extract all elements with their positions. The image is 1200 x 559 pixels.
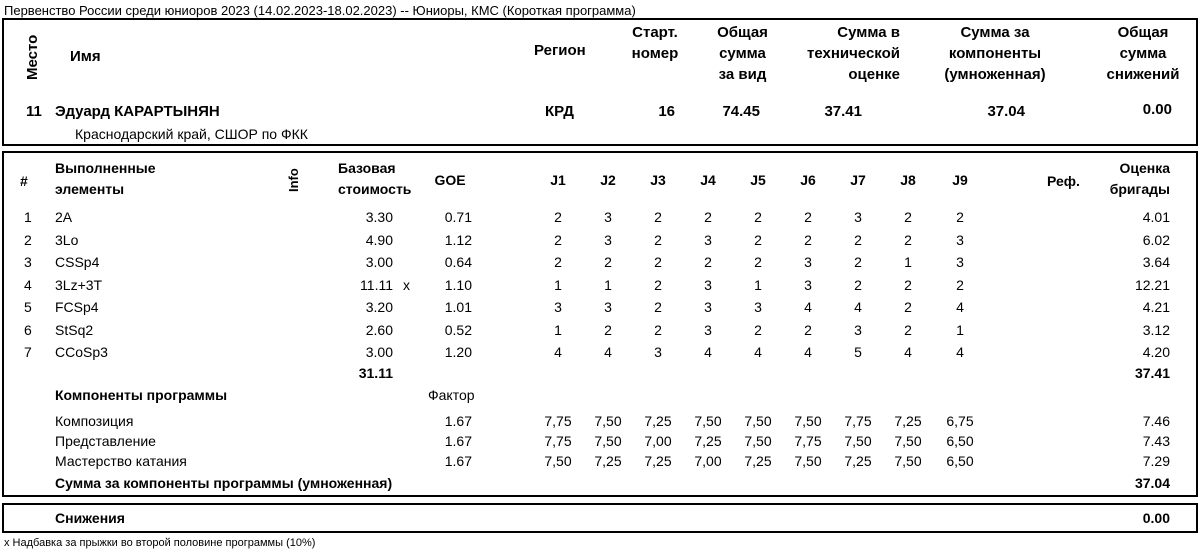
header-pcs-line2: компоненты	[948, 45, 1042, 62]
header-tes-line3: оценке	[848, 66, 900, 83]
component-judge-score: 7,50	[794, 453, 822, 469]
component-judge-score: 7,50	[894, 433, 922, 449]
component-judge-score: 6,50	[946, 433, 974, 449]
header-start-line1: Старт.	[632, 24, 678, 41]
header-place: Место	[24, 34, 41, 80]
element-goe: 1.20	[444, 344, 472, 360]
element-panel-score: 6.02	[1142, 232, 1170, 248]
header-ded-line3: снижений	[1106, 66, 1180, 83]
component-judge-score: 7,50	[744, 413, 772, 429]
element-judge-score: 4	[754, 344, 762, 360]
element-judge-score: 2	[554, 209, 562, 225]
judge-header: J1	[550, 172, 566, 188]
component-judge-score: 7,25	[594, 453, 622, 469]
element-base: 3.20	[365, 299, 393, 315]
element-judge-score: 1	[956, 322, 964, 338]
component-score: 7.43	[1142, 433, 1170, 449]
component-judge-score: 6,75	[946, 413, 974, 429]
element-name: 3Lz+3T	[55, 277, 103, 293]
element-judge-score: 2	[554, 254, 562, 270]
element-judge-score: 3	[604, 232, 612, 248]
elements-header-elem-line2: элементы	[55, 181, 125, 197]
element-judge-score: 3	[754, 299, 762, 315]
element-judge-score: 3	[854, 209, 862, 225]
element-judge-score: 2	[854, 232, 862, 248]
component-name: Мастерство катания	[55, 453, 187, 469]
component-judge-score: 7,50	[594, 433, 622, 449]
element-panel-score: 4.21	[1142, 299, 1170, 315]
component-factor: 1.67	[444, 453, 472, 469]
elements-header-ref: Реф.	[1047, 173, 1080, 189]
header-tes-line2: технической	[806, 45, 900, 62]
element-judge-score: 2	[854, 254, 862, 270]
component-judge-score: 7,75	[544, 433, 572, 449]
element-judge-score: 2	[854, 277, 862, 293]
element-judge-score: 3	[804, 277, 812, 293]
header-region: Регион	[534, 42, 586, 59]
element-judge-score: 2	[956, 277, 964, 293]
deductions-value: 0.00	[1142, 510, 1170, 526]
element-num: 6	[24, 322, 32, 338]
element-num: 3	[24, 254, 32, 270]
tes-total: 37.41	[1134, 365, 1170, 381]
skater-name: Эдуард КАРАРТЫНЯН	[55, 103, 220, 120]
element-judge-score: 3	[704, 299, 712, 315]
element-goe: 0.52	[444, 322, 472, 338]
element-judge-score: 1	[554, 322, 562, 338]
element-base: 3.00	[365, 254, 393, 270]
element-judge-score: 2	[654, 299, 662, 315]
element-base: 3.00	[365, 344, 393, 360]
element-judge-score: 2	[654, 232, 662, 248]
element-goe: 0.71	[444, 209, 472, 225]
component-judge-score: 7,25	[694, 433, 722, 449]
element-judge-score: 4	[554, 344, 562, 360]
skater-club: Краснодарский край, СШОР по ФКК	[75, 126, 308, 142]
element-judge-score: 2	[904, 277, 912, 293]
component-name: Композиция	[55, 413, 134, 429]
element-base: 2.60	[365, 322, 393, 338]
element-judge-score: 3	[956, 254, 964, 270]
element-judge-score: 2	[904, 232, 912, 248]
elements-header-base	[338, 158, 411, 200]
element-judge-score: 2	[654, 254, 662, 270]
component-factor: 1.67	[444, 433, 472, 449]
header-total-line2: сумма	[719, 45, 766, 62]
element-judge-score: 5	[854, 344, 862, 360]
elements-header-elem-line1: Выполненные	[55, 160, 156, 176]
element-judge-score: 3	[604, 209, 612, 225]
elements-header-base-line2: стоимость	[338, 181, 412, 197]
header-total-line1: Общая	[717, 24, 768, 41]
element-goe: 1.01	[444, 299, 472, 315]
components-sum-value: 37.04	[1134, 475, 1170, 491]
elements-header-elem	[55, 158, 156, 200]
component-judge-score: 7,75	[844, 413, 872, 429]
page-title: Первенство России среди юниоров 2023 (14.02.2023-18.02.2023) -- Юниоры, КМС (Короткая программа)	[4, 3, 636, 18]
element-num: 5	[24, 299, 32, 315]
element-judge-score: 2	[754, 209, 762, 225]
deductions-box	[2, 503, 1198, 533]
judge-header: J4	[700, 172, 716, 188]
elements-header-goe: GOE	[434, 172, 466, 188]
element-judge-score: 3	[654, 344, 662, 360]
element-judge-score: 4	[956, 299, 964, 315]
element-judge-score: 1	[904, 254, 912, 270]
skater-total: 74.45	[722, 103, 760, 120]
factor-label: Фактор	[428, 387, 475, 403]
element-judge-score: 2	[654, 277, 662, 293]
judge-header: J5	[750, 172, 766, 188]
element-judge-score: 3	[604, 299, 612, 315]
element-judge-score: 3	[854, 322, 862, 338]
component-judge-score: 7,25	[894, 413, 922, 429]
element-judge-score: 2	[704, 209, 712, 225]
element-base: 11.11	[360, 277, 393, 293]
header-start	[610, 22, 700, 64]
judge-header: J6	[800, 172, 816, 188]
skater-start-no: 16	[658, 103, 675, 120]
element-judge-score: 2	[554, 232, 562, 248]
footnote: x Надбавка за прыжки во второй половине программы (10%)	[4, 537, 316, 549]
judge-header: J2	[600, 172, 616, 188]
skater-place: 11	[26, 103, 42, 120]
element-judge-score: 4	[904, 344, 912, 360]
element-name: FCSp4	[55, 299, 99, 315]
element-name: 2A	[55, 209, 73, 225]
components-label: Компоненты программы	[55, 387, 228, 403]
component-judge-score: 7,50	[794, 413, 822, 429]
skater-region: КРД	[545, 103, 574, 120]
element-judge-score: 2	[604, 254, 612, 270]
element-judge-score: 4	[956, 344, 964, 360]
elements-header-num: #	[20, 173, 28, 189]
element-judge-score: 2	[904, 322, 912, 338]
element-judge-score: 2	[604, 322, 612, 338]
element-name: StSq2	[55, 322, 94, 338]
element-num: 7	[24, 344, 32, 360]
component-name: Представление	[55, 433, 156, 449]
judge-header: J3	[650, 172, 666, 188]
component-judge-score: 7,25	[844, 453, 872, 469]
components-sum-label: Сумма за компоненты программы (умноженная)	[55, 475, 393, 491]
element-info: x	[403, 277, 410, 293]
element-panel-score: 4.01	[1142, 209, 1170, 225]
component-judge-score: 7,50	[894, 453, 922, 469]
element-judge-score: 2	[754, 322, 762, 338]
element-judge-score: 2	[804, 209, 812, 225]
element-panel-score: 4.20	[1142, 344, 1170, 360]
element-base: 4.90	[365, 232, 393, 248]
judge-header: J7	[850, 172, 866, 188]
element-judge-score: 3	[956, 232, 964, 248]
element-judge-score: 1	[604, 277, 612, 293]
element-judge-score: 3	[554, 299, 562, 315]
component-factor: 1.67	[444, 413, 472, 429]
element-judge-score: 2	[754, 232, 762, 248]
element-judge-score: 2	[654, 209, 662, 225]
element-name: CCoSp3	[55, 344, 108, 360]
elements-header-panel-line2: бригады	[1109, 181, 1170, 197]
header-pcs-line1: Сумма за	[960, 24, 1030, 41]
element-judge-score: 2	[754, 254, 762, 270]
component-judge-score: 7,25	[744, 453, 772, 469]
component-judge-score: 7,50	[594, 413, 622, 429]
element-num: 2	[24, 232, 32, 248]
element-judge-score: 3	[804, 254, 812, 270]
component-judge-score: 7,50	[694, 413, 722, 429]
element-name: CSSp4	[55, 254, 100, 270]
component-score: 7.46	[1142, 413, 1170, 429]
component-judge-score: 7,25	[644, 413, 672, 429]
header-start-line2: номер	[631, 45, 679, 62]
skater-pcs: 37.04	[987, 103, 1025, 120]
element-judge-score: 3	[704, 277, 712, 293]
elements-header-panel	[1100, 158, 1170, 200]
header-name: Имя	[70, 48, 101, 65]
element-panel-score: 3.64	[1142, 254, 1170, 270]
component-judge-score: 7,75	[794, 433, 822, 449]
element-num: 4	[24, 277, 32, 293]
element-judge-score: 2	[956, 209, 964, 225]
base-total: 31.11	[358, 365, 393, 381]
element-judge-score: 2	[904, 209, 912, 225]
header-deductions	[1098, 22, 1188, 85]
judge-header: J8	[900, 172, 916, 188]
header-ded-line1: Общая	[1117, 24, 1169, 41]
header-tes-line1: Сумма в	[837, 24, 900, 41]
component-score: 7.29	[1142, 453, 1170, 469]
skater-tes: 37.41	[824, 103, 862, 120]
element-judge-score: 4	[804, 299, 812, 315]
element-name: 3Lo	[55, 232, 79, 248]
element-judge-score: 1	[754, 277, 762, 293]
judge-header: J9	[952, 172, 968, 188]
component-judge-score: 7,50	[744, 433, 772, 449]
element-judge-score: 4	[704, 344, 712, 360]
component-judge-score: 7,50	[844, 433, 872, 449]
header-total-line3: за вид	[718, 66, 767, 83]
header-ded-line2: сумма	[1119, 45, 1167, 62]
skater-deductions: 0.00	[1142, 101, 1172, 118]
element-panel-score: 12.21	[1134, 277, 1170, 293]
element-judge-score: 3	[704, 322, 712, 338]
element-goe: 0.64	[444, 254, 472, 270]
component-judge-score: 7,75	[544, 413, 572, 429]
component-judge-score: 7,00	[694, 453, 722, 469]
elements-header-info: Info	[286, 168, 301, 192]
header-pcs-line3: (умноженная)	[944, 66, 1046, 83]
element-judge-score: 4	[804, 344, 812, 360]
header-tes	[760, 22, 900, 85]
element-num: 1	[24, 209, 32, 225]
element-judge-score: 2	[804, 232, 812, 248]
element-judge-score: 2	[704, 254, 712, 270]
element-judge-score: 2	[904, 299, 912, 315]
elements-header-base-line1: Базовая	[338, 160, 396, 176]
component-judge-score: 7,00	[644, 433, 672, 449]
component-judge-score: 6,50	[946, 453, 974, 469]
component-judge-score: 7,25	[644, 453, 672, 469]
element-judge-score: 2	[654, 322, 662, 338]
element-judge-score: 3	[704, 232, 712, 248]
element-base: 3.30	[365, 209, 393, 225]
header-pcs	[925, 22, 1065, 85]
element-judge-score: 1	[554, 277, 562, 293]
elements-header-panel-line1: Оценка	[1119, 160, 1170, 176]
element-judge-score: 2	[804, 322, 812, 338]
element-goe: 1.12	[444, 232, 472, 248]
element-judge-score: 4	[604, 344, 612, 360]
element-judge-score: 4	[854, 299, 862, 315]
element-panel-score: 3.12	[1142, 322, 1170, 338]
deductions-label: Снижения	[55, 510, 125, 526]
component-judge-score: 7,50	[544, 453, 572, 469]
element-goe: 1.10	[444, 277, 472, 293]
